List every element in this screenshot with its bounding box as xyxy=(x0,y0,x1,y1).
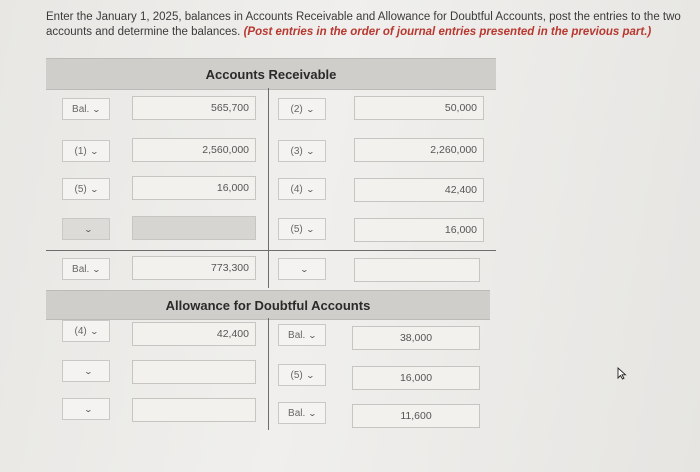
chevron-down-icon: ⌄ xyxy=(305,224,315,234)
chevron-down-icon: ⌄ xyxy=(83,224,93,234)
allowance-credit-balance-amount[interactable] xyxy=(352,404,480,428)
select-value: (3) xyxy=(290,145,303,157)
chevron-down-icon: ⌄ xyxy=(305,104,315,114)
allowance-debit-amount-2[interactable] xyxy=(132,360,256,384)
amount-value: 16,000 xyxy=(216,182,249,194)
ar-debit-amount-3[interactable] xyxy=(132,176,256,200)
amount-value: 2,560,000 xyxy=(202,144,249,156)
amount-value: 773,300 xyxy=(211,262,249,274)
allowance-debit-ref-select-1[interactable] xyxy=(62,320,110,342)
ar-debit-ref-select-3[interactable] xyxy=(62,178,110,200)
ar-credit-amount-3[interactable] xyxy=(354,178,484,202)
allowance-debit-amount-3[interactable] xyxy=(132,398,256,422)
amount-value: 11,600 xyxy=(400,410,432,422)
ar-credit-amount-4[interactable] xyxy=(354,218,484,242)
chevron-down-icon: ⌄ xyxy=(307,330,318,340)
chevron-down-icon: ⌄ xyxy=(83,404,93,414)
ar-debit-amount-1[interactable] xyxy=(132,96,256,120)
ar-credit-ref-select-4[interactable] xyxy=(278,218,326,240)
allowance-debit-amount-1[interactable] xyxy=(132,322,256,346)
select-value: (4) xyxy=(290,183,303,195)
amount-value: 42,400 xyxy=(444,184,477,196)
chevron-down-icon: ⌄ xyxy=(83,366,93,376)
chevron-down-icon: ⌄ xyxy=(299,264,309,274)
allowance-debit-ref-select-3[interactable] xyxy=(62,398,110,420)
ar-debit-ref-select-5[interactable] xyxy=(62,258,110,280)
t-account-total-line xyxy=(46,250,496,251)
allowance-header xyxy=(46,290,490,320)
select-value: Bal. xyxy=(72,103,90,115)
accounts-receivable-header xyxy=(46,58,496,90)
ar-credit-ref-select-5[interactable] xyxy=(278,258,326,280)
select-value: (2) xyxy=(290,103,303,115)
allowance-credit-amount-2[interactable] xyxy=(352,366,480,390)
chevron-down-icon: ⌄ xyxy=(307,408,318,418)
chevron-down-icon: ⌄ xyxy=(305,184,315,194)
ar-debit-ref-select-1[interactable] xyxy=(62,98,110,120)
ar-credit-ref-select-1[interactable] xyxy=(278,98,326,120)
select-value: (4) xyxy=(74,325,87,337)
ar-debit-amount-2[interactable] xyxy=(132,138,256,162)
amount-value: 42,400 xyxy=(216,328,249,340)
chevron-down-icon: ⌄ xyxy=(91,264,102,274)
amount-value: 565,700 xyxy=(211,102,249,114)
accounts-receivable-title: Accounts Receivable xyxy=(205,66,337,82)
instructions-note: (Post entries in the order of journal entries presented in the previous part.) xyxy=(243,26,652,38)
ar-debit-ref-select-2[interactable] xyxy=(62,140,110,162)
amount-value: 16,000 xyxy=(444,224,477,236)
ar-debit-balance-amount[interactable] xyxy=(132,256,256,280)
chevron-down-icon: ⌄ xyxy=(305,370,315,380)
mouse-pointer-icon xyxy=(617,367,627,380)
ar-credit-balance-amount[interactable] xyxy=(354,258,480,282)
allowance-credit-ref-select-1[interactable] xyxy=(278,324,326,346)
select-value: Bal. xyxy=(72,263,90,275)
allowance-credit-amount-1[interactable] xyxy=(352,326,480,350)
chevron-down-icon: ⌄ xyxy=(89,184,99,194)
ar-debit-amount-4[interactable] xyxy=(132,216,256,240)
select-value: (5) xyxy=(290,369,303,381)
amount-value: 16,000 xyxy=(399,372,433,384)
allowance-credit-ref-select-2[interactable] xyxy=(278,364,326,386)
instructions-text: Enter the January 1, 2025, balances in Accounts Receivable and Allowance for Doubtful Accounts, post the entries to the two accounts and determine the balances. xyxy=(46,11,681,38)
chevron-down-icon: ⌄ xyxy=(89,326,99,336)
ar-credit-ref-select-2[interactable] xyxy=(278,140,326,162)
ar-credit-amount-1[interactable] xyxy=(354,96,484,120)
select-value: (5) xyxy=(290,223,303,235)
instructions xyxy=(46,10,686,40)
amount-value: 2,260,000 xyxy=(430,144,477,156)
allowance-debit-ref-select-2[interactable] xyxy=(62,360,110,382)
t-account-divider xyxy=(268,88,269,288)
select-value: Bal. xyxy=(288,407,306,419)
t-account-divider xyxy=(268,318,269,430)
ar-credit-amount-2[interactable] xyxy=(354,138,484,162)
ar-credit-ref-select-3[interactable] xyxy=(278,178,326,200)
amount-value: 50,000 xyxy=(444,102,477,114)
ar-debit-ref-select-4[interactable] xyxy=(62,218,110,240)
chevron-down-icon: ⌄ xyxy=(89,146,99,156)
select-value: Bal. xyxy=(288,329,306,341)
chevron-down-icon: ⌄ xyxy=(91,104,102,114)
amount-value: 38,000 xyxy=(399,332,433,344)
chevron-down-icon: ⌄ xyxy=(305,146,315,156)
select-value: (5) xyxy=(74,183,87,195)
select-value: (1) xyxy=(74,145,87,157)
allowance-credit-ref-select-3[interactable] xyxy=(278,402,326,424)
allowance-title: Allowance for Doubtful Accounts xyxy=(165,297,371,313)
